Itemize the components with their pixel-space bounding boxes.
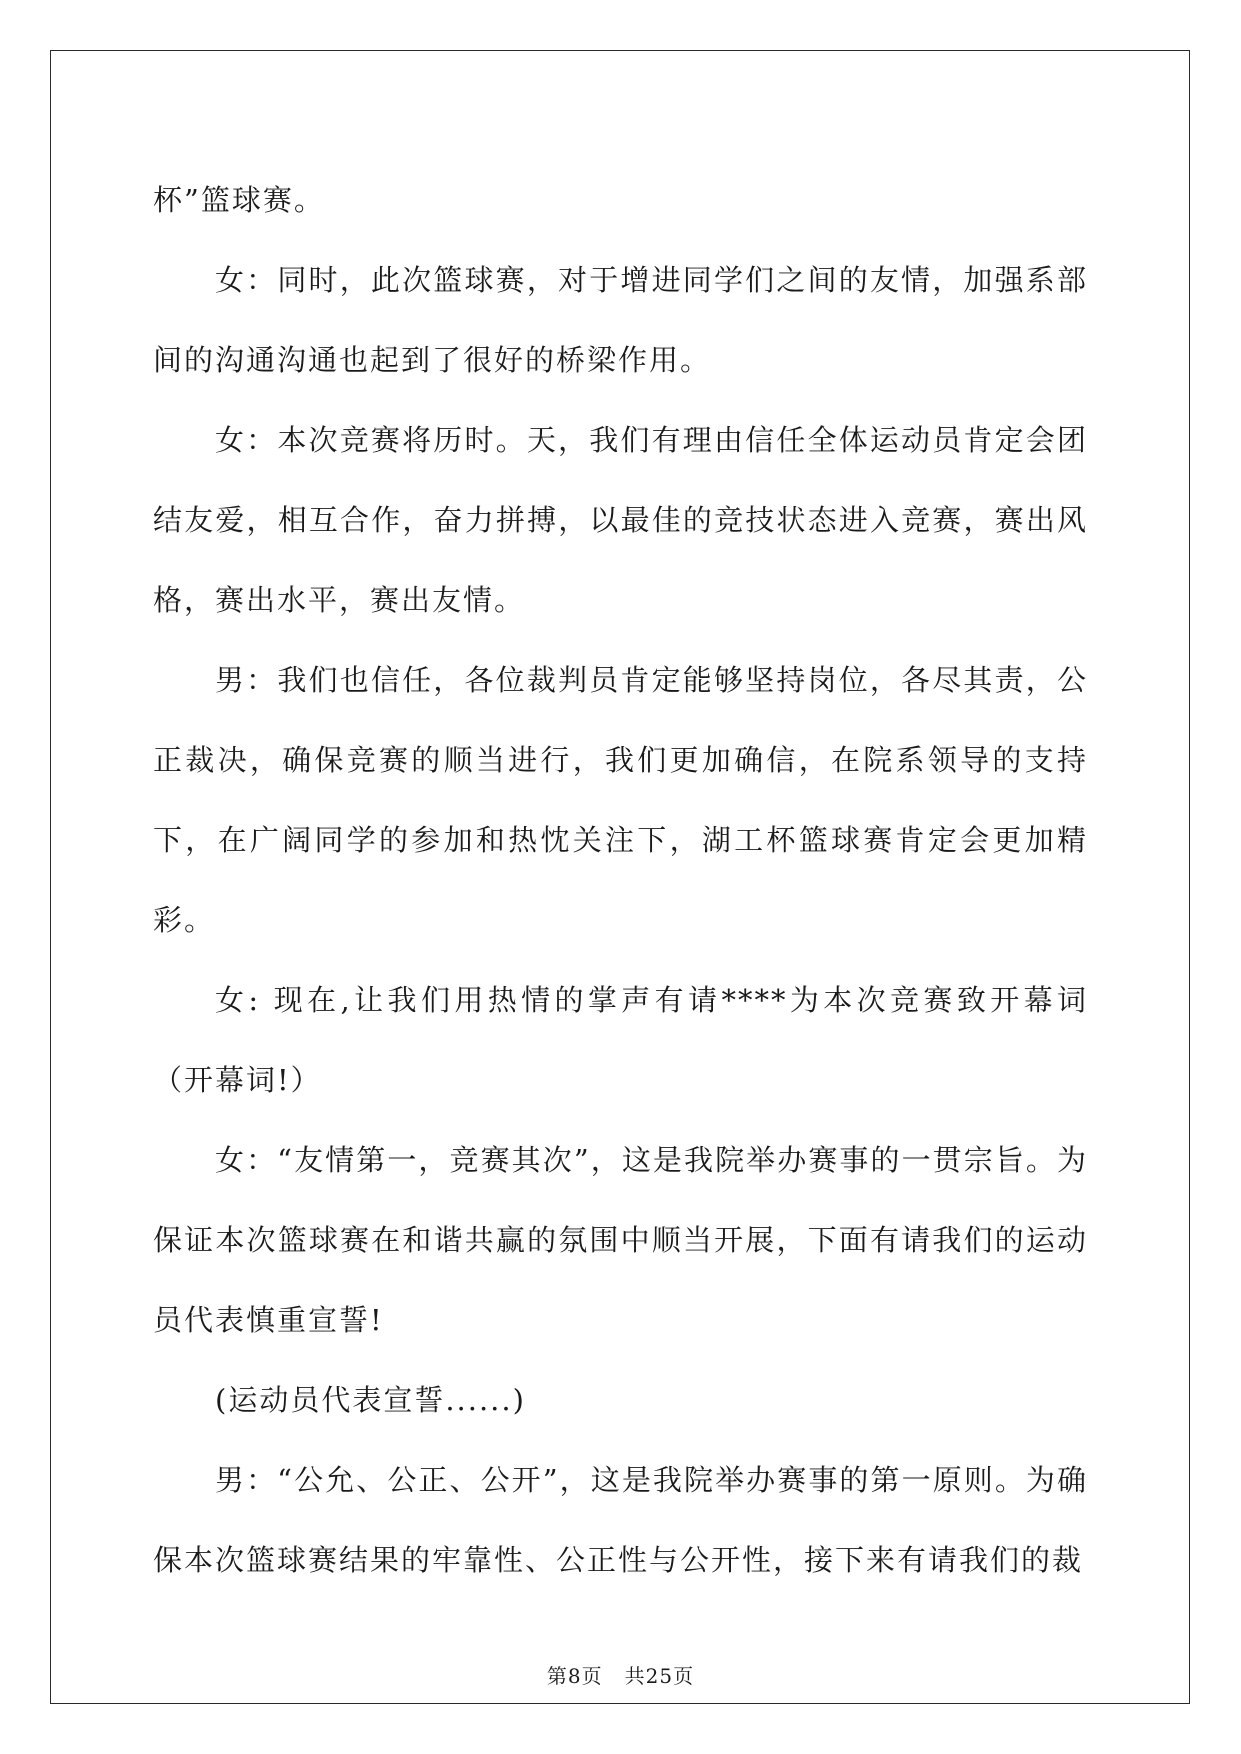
page-footer bbox=[0, 1660, 1241, 1689]
document-body bbox=[153, 160, 1088, 1600]
paragraph-8: 男：“公允、公正、公开”，这是我院举办赛事的第一原则。为确保本次篮球赛结果的牢靠性、公正性与公开性，接下来有请我们的裁 bbox=[153, 1463, 1088, 1577]
paragraph-2: 女：同时，此次篮球赛，对于增进同学们之间的友情，加强系部间的沟通沟通也起到了很好的桥梁作用。 bbox=[153, 263, 1088, 377]
paragraph-7: (运动员代表宣誓......) bbox=[215, 1383, 526, 1417]
page-total: 共25页 bbox=[624, 1664, 695, 1688]
page-number: 第8页 bbox=[546, 1664, 603, 1688]
paragraph-4: 男：我们也信任，各位裁判员肯定能够坚持岗位，各尽其责，公正裁决，确保竞赛的顺当进行，我们更加确信，在院系领导的支持下，在广阔同学的参加和热忱关注下，湖工杯篮球赛肯定会更加精彩。 bbox=[153, 663, 1088, 937]
paragraph-1: 杯”篮球赛。 bbox=[153, 183, 325, 217]
paragraph-3: 女：本次竞赛将历时。天，我们有理由信任全体运动员肯定会团结友爱，相互合作，奋力拼搏，以最佳的竞技状态进入竞赛，赛出风格，赛出水平，赛出友情。 bbox=[153, 423, 1088, 617]
paragraph-5: 女: 现在,让我们用热情的掌声有请****为本次竞赛致开幕词（开幕词!） bbox=[153, 983, 1088, 1097]
paragraph-6: 女：“友情第一，竞赛其次”，这是我院举办赛事的一贯宗旨。为保证本次篮球赛在和谐共赢的氛围中顺当开展，下面有请我们的运动员代表慎重宣誓! bbox=[153, 1143, 1088, 1337]
